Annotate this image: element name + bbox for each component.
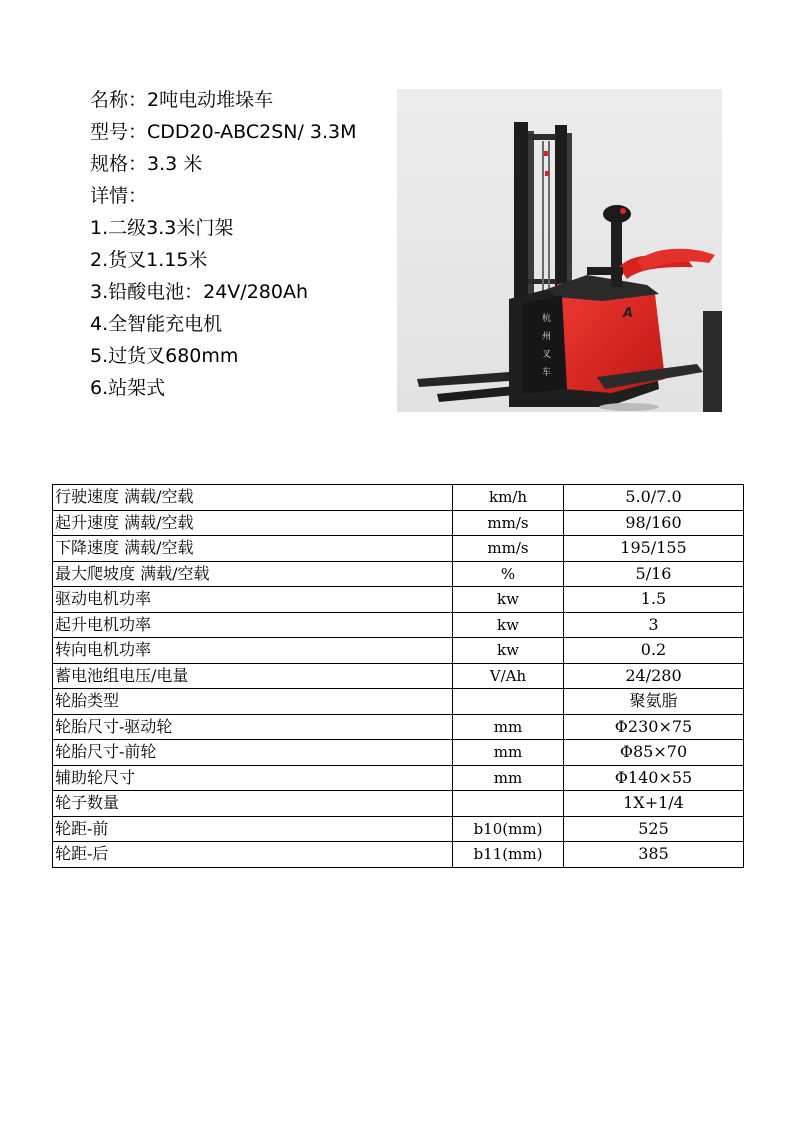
spec-unit: mm/s xyxy=(453,536,564,562)
table-row xyxy=(53,612,744,638)
spec-value: 98/160 xyxy=(564,510,744,536)
table-row xyxy=(53,791,744,817)
spec-unit: mm xyxy=(453,714,564,740)
spec-unit: mm xyxy=(453,740,564,766)
spec-name: 转向电机功率 xyxy=(53,638,453,664)
spec-value: 1.5 xyxy=(564,587,744,613)
side-text-4: 车 xyxy=(542,368,552,378)
spec-name: 下降速度 满载/空载 xyxy=(53,536,453,562)
spec-value: 385 xyxy=(564,842,744,868)
table-row xyxy=(53,689,744,715)
spec-name: 轮胎类型 xyxy=(53,689,453,715)
product-photo xyxy=(397,89,722,412)
detail-item-4: 4.全智能充电机 xyxy=(90,313,223,335)
spec-unit: % xyxy=(453,561,564,587)
table-row xyxy=(53,510,744,536)
detail-item-3: 3.铅酸电池：24V/280Ah xyxy=(90,281,309,303)
spec-name: 最大爬坡度 满载/空载 xyxy=(53,561,453,587)
spec-name: 起升速度 满载/空载 xyxy=(53,510,453,536)
spec-name: 轮距-后 xyxy=(53,842,453,868)
table-row xyxy=(53,638,744,664)
spec-value: Φ140×55 xyxy=(564,765,744,791)
spec-value: 5.0/7.0 xyxy=(564,485,744,511)
spec-value: 0.2 xyxy=(564,638,744,664)
spec-name: 轮子数量 xyxy=(53,791,453,817)
spec-name: 驱动电机功率 xyxy=(53,587,453,613)
spec-value: 聚氨脂 xyxy=(564,689,744,715)
spec-unit: km/h xyxy=(453,485,564,511)
table-row xyxy=(53,842,744,868)
product-info xyxy=(90,86,357,406)
table-row xyxy=(53,561,744,587)
table-row xyxy=(53,714,744,740)
spec-unit: mm xyxy=(453,765,564,791)
spec-value: 525 xyxy=(564,816,744,842)
side-text-3: 叉 xyxy=(542,350,552,360)
table-row xyxy=(53,765,744,791)
detail-item-5: 5.过货叉680mm xyxy=(90,345,239,367)
side-text-2: 州 xyxy=(542,332,552,342)
spec-unit: V/Ah xyxy=(453,663,564,689)
spec-unit: mm/s xyxy=(453,510,564,536)
table-row xyxy=(53,536,744,562)
stacker-illustration xyxy=(397,89,722,412)
product-model-line: 型号：CDD20-ABC2SN/ 3.3M xyxy=(90,121,357,143)
spec-name: 轮胎尺寸-前轮 xyxy=(53,740,453,766)
product-spec-line: 规格：3.3 米 xyxy=(90,153,203,175)
spec-value: 195/155 xyxy=(564,536,744,562)
table-row xyxy=(53,485,744,511)
spec-value: Φ230×75 xyxy=(564,714,744,740)
table-row xyxy=(53,587,744,613)
brand-mark: A xyxy=(623,306,634,321)
spec-name: 起升电机功率 xyxy=(53,612,453,638)
table-row xyxy=(53,663,744,689)
spec-value: 1X+1/4 xyxy=(564,791,744,817)
spec-name: 行驶速度 满载/空载 xyxy=(53,485,453,511)
spec-unit: kw xyxy=(453,638,564,664)
spec-name: 蓄电池组电压/电量 xyxy=(53,663,453,689)
spec-table xyxy=(52,484,744,868)
spec-name: 轮距-前 xyxy=(53,816,453,842)
spec-unit: b11(mm) xyxy=(453,842,564,868)
spec-value: Φ85×70 xyxy=(564,740,744,766)
detail-item-2: 2.货叉1.15米 xyxy=(90,249,208,271)
product-details-heading: 详情： xyxy=(90,185,148,207)
spec-unit: b10(mm) xyxy=(453,816,564,842)
spec-unit: kw xyxy=(453,587,564,613)
table-row xyxy=(53,816,744,842)
spec-name: 轮胎尺寸-驱动轮 xyxy=(53,714,453,740)
spec-unit xyxy=(453,689,564,715)
detail-item-6: 6.站架式 xyxy=(90,377,166,399)
spec-value: 5/16 xyxy=(564,561,744,587)
detail-item-1: 1.二级3.3米门架 xyxy=(90,217,234,239)
product-name-line: 名称：2吨电动堆垛车 xyxy=(90,89,274,111)
spec-unit xyxy=(453,791,564,817)
spec-value: 3 xyxy=(564,612,744,638)
spec-name: 辅助轮尺寸 xyxy=(53,765,453,791)
spec-unit: kw xyxy=(453,612,564,638)
side-text-1: 杭 xyxy=(542,314,552,324)
spec-value: 24/280 xyxy=(564,663,744,689)
table-row xyxy=(53,740,744,766)
